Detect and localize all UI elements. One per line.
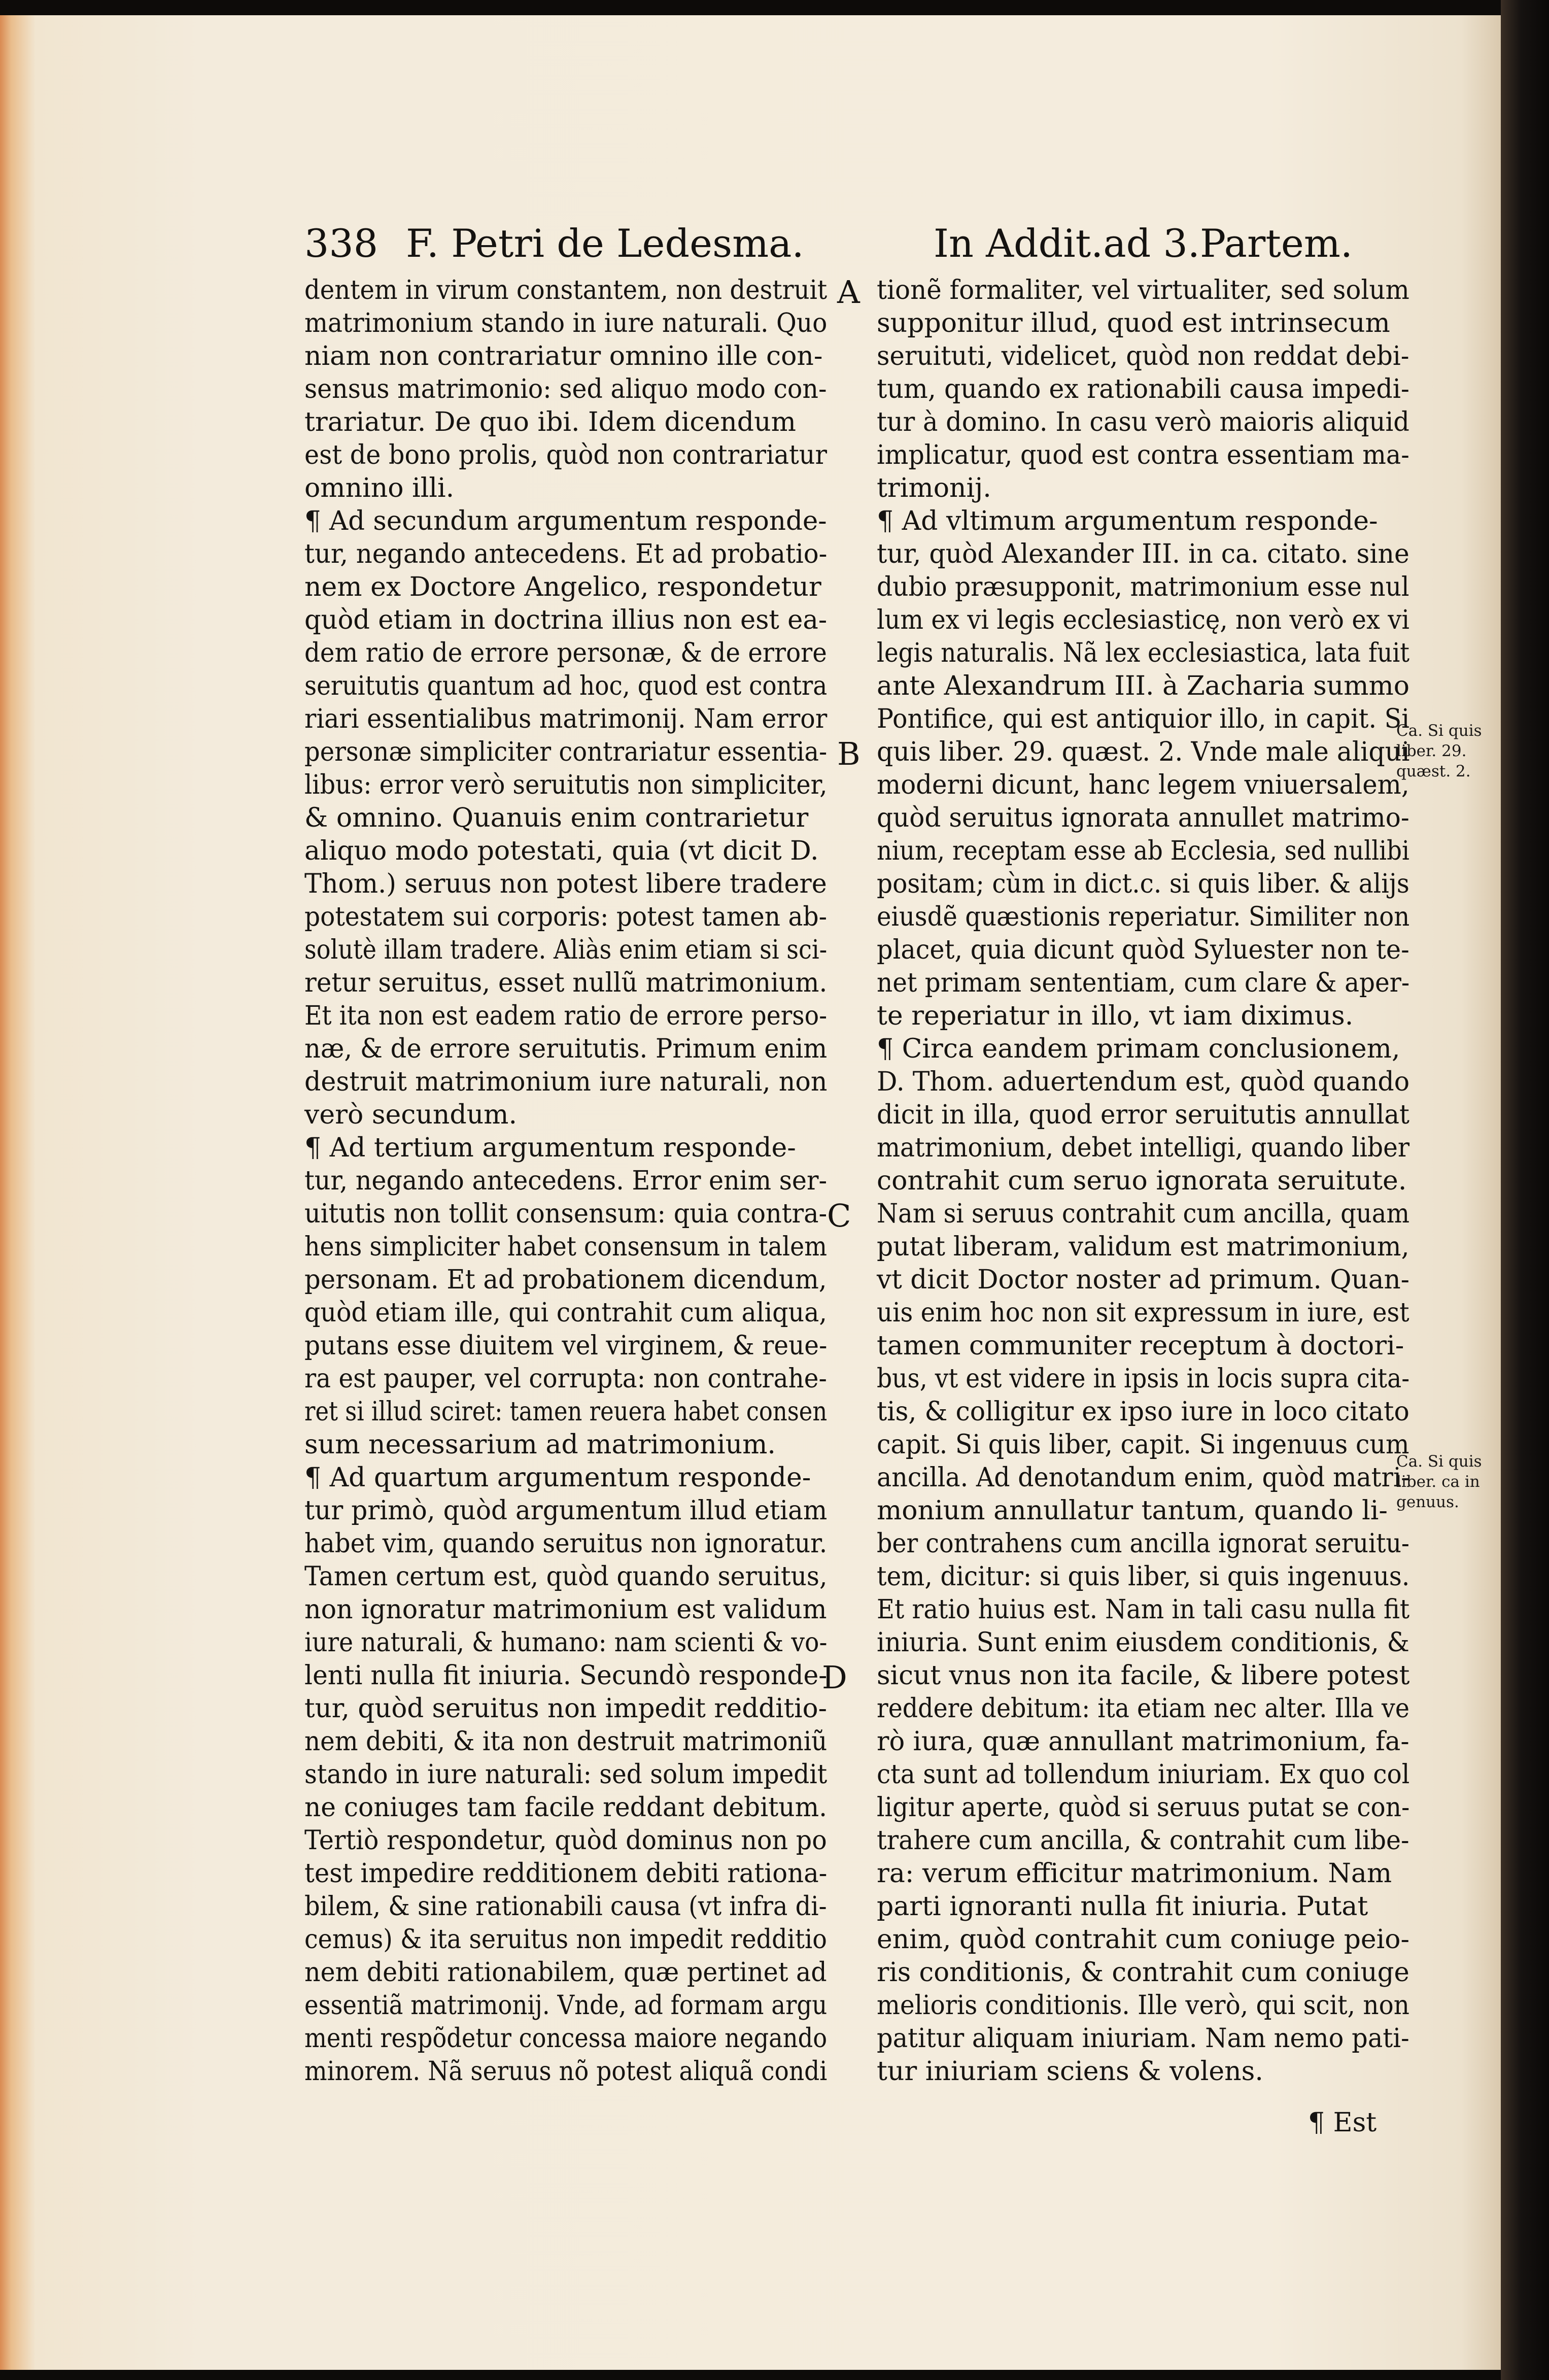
text-line: potestatem sui corporis: potest tamen ab-: [304, 902, 828, 932]
text-line: ¶ Ad secundum argumentum responde-: [304, 506, 827, 536]
section-letter-a: A: [837, 274, 860, 311]
text-line: implicatur, quod est contra essentiam ma-: [877, 440, 1409, 470]
text-line: verò secundum.: [304, 1100, 518, 1130]
text-line: te reperiatur in illo, vt iam diximus.: [877, 1001, 1354, 1031]
header-left-title: F. Petri de Ledesma.: [406, 221, 804, 266]
text-line: tur, negando antecedens. Et ad probatio-: [304, 539, 828, 569]
text-line: minorem. Nã seruus nõ potest aliquã condi: [304, 2056, 828, 2087]
text-line: D. Thom. aduertendum est, quòd quando: [877, 1067, 1410, 1097]
text-line: ante Alexandrum III. à Zacharia summo: [877, 671, 1410, 701]
text-line: seruitutis quantum ad hoc, quod est contra: [304, 671, 828, 701]
text-line: lenti nulla fit iniuria. Secundò responde-: [304, 1660, 828, 1691]
text-line: iniuria. Sunt enim eiusdem conditionis, &: [877, 1627, 1409, 1658]
text-line: quis liber. 29. quæst. 2. Vnde male aliqui: [877, 737, 1410, 767]
section-letter-b: B: [837, 735, 860, 772]
margin-note-line: Ca. Si quis: [1396, 1452, 1482, 1471]
text-line: nium, receptam esse ab Ecclesia, sed nullibi: [877, 836, 1409, 866]
text-line: moderni dicunt, hanc legem vniuersalem,: [877, 770, 1409, 800]
text-line: bilem, & sine rationabili causa (vt infra di-: [304, 1891, 827, 1922]
text-line: cemus) & ita seruitus non impedit redditio: [304, 1924, 827, 1955]
text-line: aliquo modo potestati, quia (vt dicit D.: [304, 836, 819, 866]
margin-note-1: [1396, 721, 1482, 781]
text-line: matrimonium, debet intelligi, quando liber: [877, 1133, 1410, 1163]
text-line: putat liberam, validum est matrimonium,: [877, 1232, 1409, 1262]
text-line: tur primò, quòd argumentum illud etiam: [304, 1495, 828, 1526]
text-line: riari essentialibus matrimonij. Nam error: [304, 704, 828, 734]
text-line: quòd etiam ille, qui contrahit cum aliqua,: [304, 1298, 827, 1328]
text-line: menti respõdetur concessa maiore negando: [304, 2023, 828, 2054]
text-line: uis enim hoc non sit expressum in iure, est: [877, 1298, 1409, 1328]
text-line: melioris conditionis. Ille verò, qui scit, non: [877, 1990, 1409, 2021]
text-line: iure naturali, & humano: nam scienti & vo-: [304, 1627, 828, 1658]
text-line: capit. Si quis liber, capit. Si ingenuus cum: [877, 1430, 1409, 1460]
text-line: ¶ Ad tertium argumentum responde-: [304, 1133, 796, 1163]
text-line: ancilla. Ad denotandum enim, quòd matri-: [877, 1463, 1410, 1493]
text-line: dubio præsupponit, matrimonium esse nul: [877, 572, 1409, 602]
text-line: personam. Et ad probationem dicendum,: [304, 1265, 827, 1295]
text-line: non ignoratur matrimonium est validum: [304, 1594, 827, 1625]
text-line: Nam si seruus contrahit cum ancilla, quam: [877, 1199, 1410, 1229]
text-line: niam non contrariatur omnino ille con-: [304, 341, 823, 371]
text-line: Et ita non est eadem ratio de errore perso-: [304, 1001, 828, 1031]
text-line: tur, quòd Alexander III. in ca. citato. sine: [877, 539, 1409, 569]
text-line: rò iura, quæ annullant matrimonium, fa-: [877, 1726, 1409, 1757]
text-line: dentem in virum constantem, non destruit: [304, 275, 828, 305]
text-line: Tamen certum est, quòd quando seruitus,: [304, 1561, 828, 1592]
text-line: quòd etiam in doctrina illius non est ea-: [304, 605, 828, 635]
margin-note-2: [1396, 1451, 1482, 1512]
text-line: ber contrahens cum ancilla ignorat seruitu-: [877, 1528, 1409, 1559]
text-line: nem debiti, & ita non destruit matrimoniũ: [304, 1726, 828, 1757]
text-line: hens simpliciter habet consensum in talem: [304, 1232, 828, 1262]
text-line: enim, quòd contrahit cum coniuge peio-: [877, 1924, 1410, 1955]
book-page: [0, 15, 1502, 2370]
text-line: tur, quòd seruitus non impedit redditio-: [304, 1693, 827, 1724]
text-line: est de bono prolis, quòd non contrariatur: [304, 440, 827, 470]
running-header: [0, 221, 1502, 277]
catchword: ¶ Est: [1308, 2107, 1377, 2138]
text-line: net primam sententiam, cum clare & aper-: [877, 968, 1410, 998]
margin-note-line: Ca. Si quis: [1396, 722, 1482, 740]
section-letter-d: D: [822, 1659, 847, 1696]
margin-note-line: liber. ca in: [1396, 1473, 1480, 1491]
text-line: Tertiò respondetur, quòd dominus non po: [304, 1825, 827, 1856]
text-line: ra est pauper, vel corrupta: non contrahe-: [304, 1364, 827, 1394]
text-line: tur, negando antecedens. Error enim ser-: [304, 1166, 828, 1196]
text-line: trariatur. De quo ibi. Idem dicendum: [304, 407, 796, 437]
text-line: tur iniuriam sciens & volens.: [877, 2056, 1263, 2087]
text-line: positam; cùm in dict.c. si quis liber. & alijs: [877, 869, 1409, 899]
text-line: næ, & de errore seruitutis. Primum enim: [304, 1034, 828, 1064]
text-line: parti ignoranti nulla fit iniuria. Putat: [877, 1891, 1368, 1922]
text-line: retur seruitus, esset nullũ matrimonium.: [304, 968, 828, 998]
left-text-column: [304, 274, 827, 2088]
header-right-title: In Addit.ad 3.Partem.: [934, 221, 1353, 266]
text-line: ris conditionis, & contrahit cum coniuge: [877, 1957, 1409, 1988]
text-line: libus: error verò seruitutis non simpliciter,: [304, 770, 828, 800]
text-line: quòd seruitus ignorata annullet matrimo-: [877, 803, 1409, 833]
text-line: tur à domino. In casu verò maioris aliquid: [877, 407, 1409, 437]
text-line: tamen communiter receptum à doctori-: [877, 1331, 1404, 1361]
text-line: legis naturalis. Nã lex ecclesiastica, lata fuit: [877, 638, 1410, 668]
text-line: essentiã matrimonij. Vnde, ad formam argu: [304, 1990, 828, 2021]
text-line: nem ex Doctore Angelico, respondetur: [304, 572, 821, 602]
text-line: reddere debitum: ita etiam nec alter. Illa ve: [877, 1693, 1409, 1724]
text-line: supponitur illud, quod est intrinsecum: [877, 308, 1390, 338]
book-binding-shadow: [1501, 0, 1549, 2380]
text-line: omnino illi.: [304, 473, 455, 503]
text-line: matrimonium stando in iure naturali. Quo: [304, 308, 828, 338]
text-line: tis, & colligitur ex ipso iure in loco citato: [877, 1397, 1409, 1427]
text-line: cta sunt ad tollendum iniuriam. Ex quo col: [877, 1759, 1410, 1790]
text-line: ret si illud sciret: tamen reuera habet consen: [304, 1397, 828, 1427]
text-line: destruit matrimonium iure naturali, non: [304, 1067, 828, 1097]
text-line: ¶ Ad quartum argumentum responde-: [304, 1463, 811, 1493]
text-line: ra: verum efficitur matrimonium. Nam: [877, 1858, 1392, 1889]
text-line: putans esse diuitem vel virginem, & reue-: [304, 1331, 828, 1361]
text-line: & omnino. Quanuis enim contrarietur: [304, 803, 809, 833]
text-line: patitur aliquam iniuriam. Nam nemo pati-: [877, 2023, 1409, 2054]
text-line: ¶ Circa eandem primam conclusionem,: [877, 1034, 1400, 1064]
text-line: test impedire redditionem debiti rationa-: [304, 1858, 828, 1889]
text-line: tionẽ formaliter, vel virtualiter, sed solum: [877, 275, 1409, 305]
text-line: seruituti, videlicet, quòd non reddat debi-: [877, 341, 1409, 371]
section-letter-c: C: [827, 1197, 851, 1234]
text-line: uitutis non tollit consensum: quia contra-: [304, 1199, 828, 1229]
text-line: stando in iure naturali: sed solum impedit: [304, 1759, 828, 1790]
text-line: monium annullatur tantum, quando li-: [877, 1495, 1388, 1526]
text-line: eiusdẽ quæstionis reperiatur. Similiter non: [877, 902, 1410, 932]
text-line: dem ratio de errore personæ, & de errore: [304, 638, 827, 668]
text-line: placet, quia dicunt quòd Syluester non te-: [877, 935, 1409, 965]
text-line: contrahit cum seruo ignorata seruitute.: [877, 1166, 1407, 1196]
text-line: sicut vnus non ita facile, & libere potest: [877, 1660, 1410, 1691]
text-line: habet vim, quando seruitus non ignoratur.: [304, 1528, 828, 1559]
text-line: Et ratio huius est. Nam in tali casu nulla fit: [877, 1594, 1410, 1625]
margin-note-line: quæst. 2.: [1396, 762, 1471, 780]
right-text-column: [877, 274, 1409, 2088]
text-line: tem, dicitur: si quis liber, si quis ingenuus.: [877, 1561, 1410, 1592]
text-line: ne coniuges tam facile reddant debitum.: [304, 1792, 828, 1823]
text-line: personæ simpliciter contrariatur essentia-: [304, 737, 828, 767]
text-line: sensus matrimonio: sed aliquo modo con-: [304, 374, 827, 404]
margin-note-line: genuus.: [1396, 1493, 1459, 1511]
text-line: lum ex vi legis ecclesiasticę, non verò ex vi: [877, 605, 1409, 635]
text-line: ¶ Ad vltimum argumentum responde-: [877, 506, 1378, 536]
text-line: dicit in illa, quod error seruitutis annullat: [877, 1100, 1409, 1130]
text-line: nem debiti rationabilem, quæ pertinet ad: [304, 1957, 827, 1988]
margin-note-line: liber. 29.: [1396, 742, 1467, 760]
text-line: ligitur aperte, quòd si seruus putat se con-: [877, 1792, 1410, 1823]
text-line: bus, vt est videre in ipsis in locis supra cita-: [877, 1364, 1410, 1394]
text-line: vt dicit Doctor noster ad primum. Quan-: [877, 1265, 1410, 1295]
text-line: sum necessarium ad matrimonium.: [304, 1430, 776, 1460]
text-line: Thom.) seruus non potest libere tradere: [304, 869, 827, 899]
page-number: 338: [304, 221, 378, 266]
text-line: Pontifice, qui est antiquior illo, in capit. Si: [877, 704, 1409, 734]
text-line: trimonij.: [877, 473, 991, 503]
text-line: solutè illam tradere. Aliàs enim etiam si sci-: [304, 935, 828, 965]
text-line: tum, quando ex rationabili causa impedi-: [877, 374, 1409, 404]
text-line: trahere cum ancilla, & contrahit cum libe-: [877, 1825, 1409, 1856]
